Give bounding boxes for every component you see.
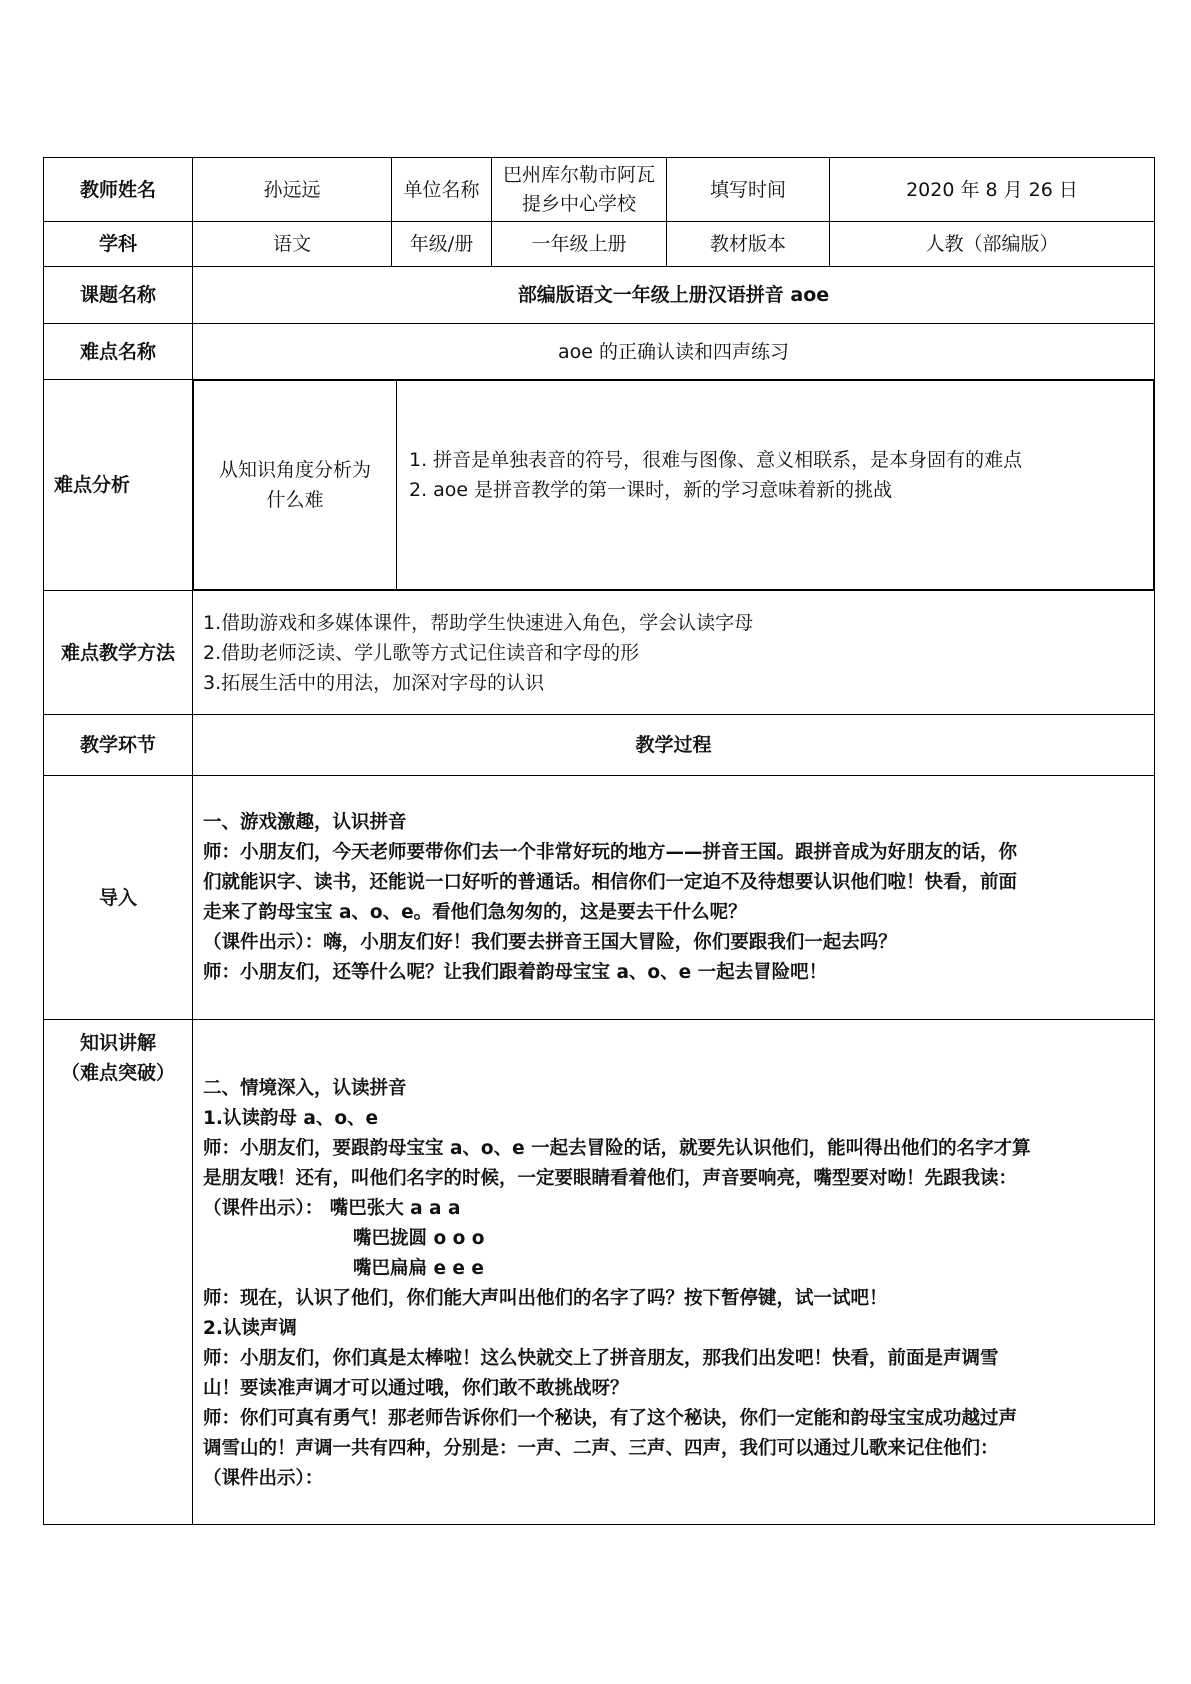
date-value: 2020 年 8 月 26 日	[830, 158, 1155, 222]
unit-name	[492, 158, 667, 222]
analysis-points	[397, 381, 1154, 590]
teacher-name: 孙远远	[193, 158, 392, 222]
analysis-row	[44, 380, 1155, 591]
knowledge-line: 师：小朋友们，你们真是太棒啦！这么快就交上了拼音朋友，那我们出发吧！快看，前面是声调雪	[203, 1348, 999, 1369]
lesson-plan-table	[43, 157, 1155, 1525]
topic-row	[44, 267, 1155, 324]
teacher-label: 教师姓名	[44, 158, 193, 222]
process-label: 教学环节	[44, 715, 193, 776]
difficulty-row	[44, 324, 1155, 380]
grade-value: 一年级上册	[492, 222, 667, 267]
difficulty-value: aoe 的正确认读和四声练习	[193, 324, 1155, 380]
knowledge-label-line-1: 知识讲解	[79, 1032, 156, 1054]
header-row-1	[44, 158, 1155, 222]
subject-label: 学科	[44, 222, 193, 267]
knowledge-line: 是朋友哦！还有，叫他们名字的时候，一定要眼睛看着他们，声音要响亮，嘴型要对呦！先跟我读：	[203, 1168, 1018, 1189]
knowledge-line: 师：现在，认识了他们，你们能大声叫出他们的名字了吗？按下暂停键，试一试吧！	[203, 1288, 888, 1309]
date-label: 填写时间	[667, 158, 830, 222]
grade-label: 年级/册	[392, 222, 492, 267]
analysis-label: 难点分析	[44, 380, 193, 591]
mouth-o-line: 嘴巴拢圆 o o o	[353, 1228, 485, 1249]
knowledge-line: （课件出示）：	[203, 1468, 324, 1489]
knowledge-label	[44, 1020, 193, 1525]
knowledge-row	[44, 1020, 1155, 1525]
unit-name-line-1: 巴州库尔勒市阿瓦	[502, 163, 655, 186]
intro-line: 走来了韵母宝宝 a、o、e。看他们急匆匆的，这是要去干什么呢？	[203, 901, 747, 923]
method-item: 2.借助老师泛读、学儿歌等方式记住读音和字母的形	[203, 641, 640, 664]
analysis-inner-table	[193, 380, 1154, 590]
analysis-sub-line-2: 什么难	[266, 489, 324, 511]
topic-label: 课题名称	[44, 267, 193, 324]
header-row-2	[44, 222, 1155, 267]
analysis-point: 1. 拼音是单独表音的符号，很难与图像、意义相联系，是本身固有的难点	[409, 449, 1023, 471]
unit-name-line-2: 提乡中心学校	[521, 192, 636, 215]
intro-line: 们就能识字、读书，还能说一口好听的普通话。相信你们一定迫不及待想要认识他们啦！快看，前面	[203, 871, 1018, 893]
topic-value: 部编版语文一年级上册汉语拼音 aoe	[193, 267, 1155, 324]
analysis-point: 2. aoe 是拼音教学的第一课时，新的学习意味着新的挑战	[409, 479, 893, 501]
knowledge-subheading: 1.认读韵母 a、o、e	[203, 1108, 379, 1129]
textbook-label: 教材版本	[667, 222, 830, 267]
intro-line: 师：小朋友们，今天老师要带你们去一个非常好玩的地方——拼音王国。跟拼音成为好朋友的话，你	[203, 841, 1018, 863]
knowledge-line: 师：你们可真有勇气！那老师告诉你们一个秘诀，有了这个秘诀，你们一定能和韵母宝宝成功越过声	[203, 1408, 1018, 1429]
knowledge-line: 调雪山的！声调一共有四种，分别是：一声、二声、三声、四声，我们可以通过儿歌来记住他们：	[203, 1438, 999, 1459]
method-row	[44, 591, 1155, 715]
courseware-line: （课件出示）： 嘴巴张大 a a a	[203, 1198, 461, 1219]
intro-line: （课件出示）：嗨，小朋友们好！我们要去拼音王国大冒险，你们要跟我们一起去吗？	[203, 931, 897, 953]
intro-heading: 一、游戏激趣，认识拼音	[203, 811, 407, 833]
knowledge-line: 山！要读准声调才可以通过哦，你们敢不敢挑战呀？	[203, 1378, 629, 1399]
knowledge-content	[193, 1020, 1155, 1525]
analysis-sub-line-1: 从知识角度分析为	[218, 459, 371, 481]
knowledge-subheading: 2.认读声调	[203, 1318, 297, 1339]
mouth-e-line: 嘴巴扁扁 e e e	[353, 1258, 484, 1279]
analysis-cell	[193, 380, 1155, 591]
method-item: 1.借助游戏和多媒体课件，帮助学生快速进入角色，学会认读字母	[203, 611, 754, 634]
intro-row	[44, 776, 1155, 1020]
unit-label: 单位名称	[392, 158, 492, 222]
difficulty-label: 难点名称	[44, 324, 193, 380]
intro-label: 导入	[44, 776, 193, 1020]
textbook-value: 人教（部编版）	[830, 222, 1155, 267]
knowledge-heading: 二、情境深入，认读拼音	[203, 1078, 407, 1099]
intro-content	[193, 776, 1155, 1020]
method-item: 3.拓展生活中的用法，加深对字母的认识	[203, 671, 545, 694]
analysis-sub-label	[194, 381, 397, 590]
method-items	[193, 591, 1155, 715]
subject-value: 语文	[193, 222, 392, 267]
knowledge-line: 师：小朋友们，要跟韵母宝宝 a、o、e 一起去冒险的话，就要先认识他们，能叫得出他们的名字才算	[203, 1138, 1031, 1159]
intro-line: 师：小朋友们，还等什么呢？让我们跟着韵母宝宝 a、o、e 一起去冒险吧！	[203, 961, 828, 983]
process-header-row	[44, 715, 1155, 776]
process-value: 教学过程	[193, 715, 1155, 776]
knowledge-label-line-2: （难点突破）	[60, 1062, 175, 1084]
method-label: 难点教学方法	[44, 591, 193, 715]
